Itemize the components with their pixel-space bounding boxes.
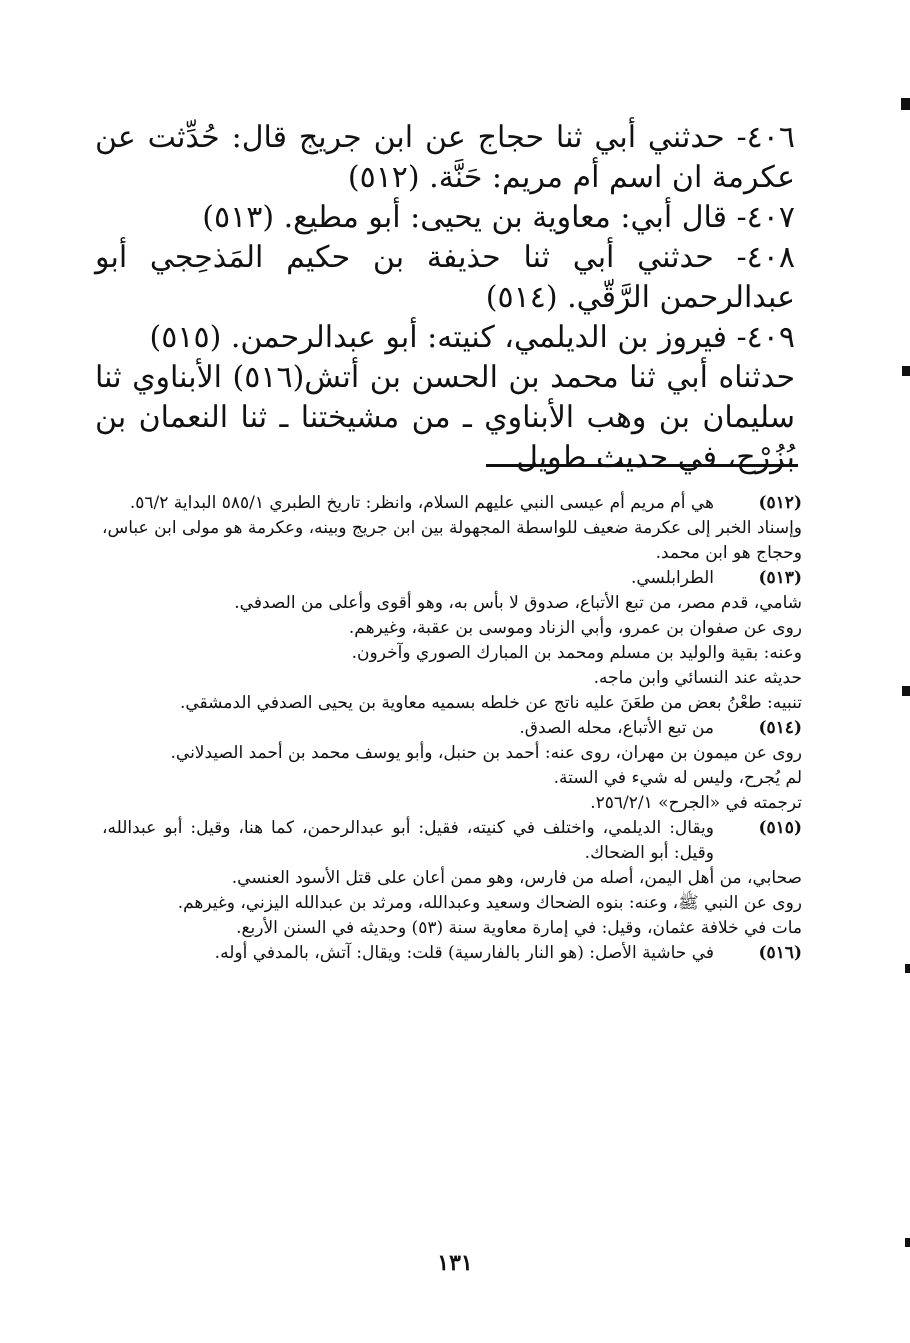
footnote bbox=[102, 491, 802, 516]
margin-mark bbox=[905, 1238, 910, 1247]
footnote-line: تنبيه: طعْنُ بعض من طعَنَ عليه ناتج عن خلطه بسميه معاوية بن يحيى الصدفي الدمشقي. bbox=[179, 693, 802, 713]
footnote-line: لم يُجرح، وليس له شيء في الستة. bbox=[553, 768, 802, 788]
footnote-line: وعنه: بقية والوليد بن مسلم ومحمد بن المبارك الصوري وآخرون. bbox=[351, 643, 802, 663]
footnote-line: ويقال: الديلمي، واختلف في كنيته، فقيل: أبو عبدالرحمن، كما هنا، وقيل: أبو عبدالله، وقيل: أبو الضحاك. bbox=[102, 818, 714, 863]
margin-mark bbox=[902, 366, 910, 376]
footnote bbox=[102, 566, 802, 591]
footnote-line: روى عن النبي ﷺ، وعنه: بنوه الضحاك وسعيد وعبدالله، ومرثد بن عبدالله اليزني، وغيرهم. bbox=[177, 893, 802, 913]
main-paragraph: ٤٠٦- حدثني أبي ثنا حجاج عن ابن جريج قال: حُدِّثت عن عكرمة ان اسم أم مريم: حَنَّة. (٥١٢) bbox=[95, 120, 795, 195]
margin-mark bbox=[902, 686, 910, 696]
footnote-line: روى عن صفوان بن عمرو، وأبي الزناد وموسى بن عقبة، وغيرهم. bbox=[348, 618, 802, 638]
footnote-line: صحابي، من أهل اليمن، أصله من فارس، وهو ممن أعان على قتل الأسود العنسي. bbox=[231, 868, 802, 888]
footnote-line: روى عن ميمون بن مهران، روى عنه: أحمد بن حنبل، وأبو يوسف محمد بن أحمد الصيدلاني. bbox=[170, 743, 802, 763]
footnote-line: في حاشية الأصل: (هو النار بالفارسية) قلت: ويقال: آتش، بالمدفي أوله. bbox=[214, 943, 714, 963]
footnote-line: الطرابلسي. bbox=[630, 568, 714, 588]
footnote-number: (٥١٢) bbox=[758, 493, 802, 513]
footnote bbox=[102, 716, 802, 741]
footnote-separator bbox=[486, 464, 798, 467]
footnote bbox=[102, 941, 802, 966]
footnote bbox=[102, 816, 802, 866]
footnote-line: من تبع الأتباع، محله الصدق. bbox=[519, 718, 714, 738]
footnotes bbox=[102, 491, 802, 966]
footnote-number: (٥١٦) bbox=[758, 943, 802, 963]
main-text bbox=[95, 118, 795, 478]
footnote-number: (٥١٤) bbox=[758, 718, 802, 738]
main-paragraph: ٤٠٧- قال أبي: معاوية بن يحيى: أبو مطيع. (٥١٣) bbox=[202, 200, 795, 235]
footnote-continuation: وإسناد الخبر إلى عكرمة ضعيف للواسطة المجهولة بين ابن جريج وبينه، وعكرمة هو مولى ابن عباس، وحجاج هو ابن محمد. bbox=[102, 518, 802, 563]
main-paragraph: ٤٠٨- حدثني أبي ثنا حذيفة بن حكيم المَذحِجي أبو عبدالرحمن الرَّقّي. (٥١٤) bbox=[95, 240, 795, 315]
footnote-line: شامي، قدم مصر، من تبع الأتباع، صدوق لا بأس به، وهو أقوى وأعلى من الصدفي. bbox=[234, 593, 802, 613]
margin-mark bbox=[901, 98, 910, 110]
main-paragraph: حدثناه أبي ثنا محمد بن الحسن بن أتش(٥١٦) الأبناوي ثنا سليمان بن وهب الأبناوي ـ من مشيختنا ـ ثنا النعمان بن بُزُرْج، في حديث طويل bbox=[95, 360, 795, 475]
page-number: ١٣١ bbox=[437, 1250, 473, 1276]
footnote-line: هي أم مريم أم عيسى النبي عليهم السلام، وانظر: تاريخ الطبري ٥٨٥/١ البداية ٥٦/٢. bbox=[129, 493, 714, 513]
footnote-line: مات في خلافة عثمان، وقيل: في إمارة معاوية سنة (٥٣) وحديثه في السنن الأربع. bbox=[236, 918, 802, 938]
footnote-line: ترجمته في «الجرح» ٢٥٦/٢/١. bbox=[590, 793, 802, 813]
footnote-number: (٥١٣) bbox=[758, 568, 802, 588]
footnote-line: حديثه عند النسائي وابن ماجه. bbox=[593, 668, 802, 688]
footnote-number: (٥١٥) bbox=[758, 818, 802, 838]
margin-mark bbox=[905, 964, 910, 973]
main-paragraph: ٤٠٩- فيروز بن الديلمي، كنيته: أبو عبدالرحمن. (٥١٥) bbox=[149, 320, 795, 355]
